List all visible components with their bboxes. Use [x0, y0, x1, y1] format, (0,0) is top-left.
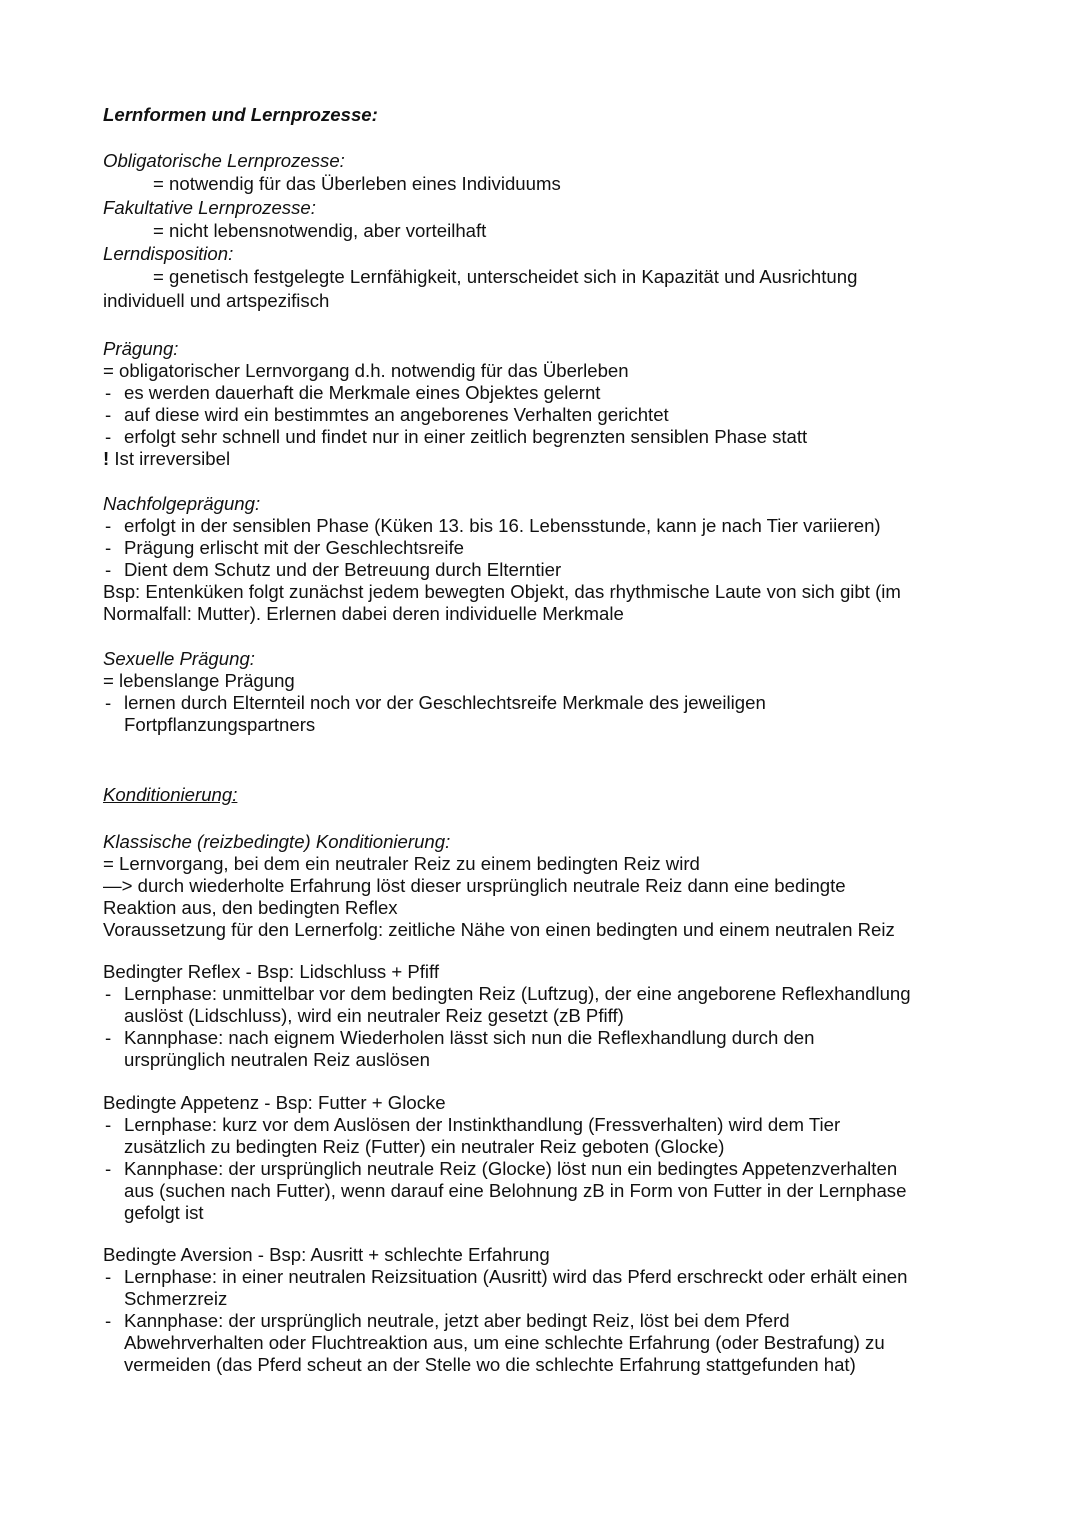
heading-obligatory: Obligatorische Lernprozesse: [103, 150, 345, 171]
note-line [103, 448, 983, 470]
text-line: Voraussetzung für den Lernerfolg: zeitliche Nähe von einen bedingten und einem neutralen Reiz [103, 919, 895, 940]
list-item: - Kannphase: der ursprünglich neutrale Reiz (Glocke) löst nun ein bedingtes Appetenzverhalten [103, 1158, 983, 1180]
text-line: vermeiden (das Pferd scheut an der Stelle wo die schlechte Erfahrung stattgefunden hat) [124, 1354, 856, 1375]
text-line: individuell und artspezifisch [103, 289, 330, 311]
list-item: - Prägung erlischt mit der Geschlechtsreife [103, 537, 983, 559]
text-line: —> durch wiederholte Erfahrung löst dieser ursprünglich neutrale Reiz dann eine bedingte [103, 875, 846, 896]
list-item: - erfolgt sehr schnell und findet nur in einer zeitlich begrenzten sensiblen Phase statt [103, 426, 983, 448]
list-item: - es werden dauerhaft die Merkmale eines Objektes gelernt [103, 382, 983, 404]
note-text: Ist irreversibel [109, 448, 231, 469]
text-line: ursprünglich neutralen Reiz auslösen [124, 1049, 430, 1070]
text-line: Fortpflanzungspartners [124, 714, 316, 735]
list-item: - Kannphase: der ursprünglich neutrale, jetzt aber bedingt Reiz, löst bei dem Pferd [103, 1310, 983, 1332]
heading-praegung: Prägung: [103, 338, 179, 359]
list-item: - Lernphase: unmittelbar vor dem bedingten Reiz (Luftzug), der eine angeborene Reflexhandlung [103, 983, 983, 1005]
nachfolge-section [103, 493, 983, 625]
list-item: - Lernphase: in einer neutralen Reizsituation (Ausritt) wird das Pferd erschreckt oder erhält einen [103, 1266, 983, 1288]
text-line: = Lernvorgang, bei dem ein neutraler Reiz zu einem bedingten Reiz wird [103, 853, 700, 874]
sexuell-section [103, 648, 983, 736]
heading-aversion: Bedingte Aversion - Bsp: Ausritt + schlechte Erfahrung [103, 1244, 550, 1265]
text-line: Bsp: Entenküken folgt zunächst jedem bewegten Objekt, das rhythmische Laute von sich gibt (im [103, 581, 901, 602]
appetenz-section [103, 1092, 983, 1224]
document-title: Lernformen und Lernprozesse: [103, 104, 378, 125]
list-item: - lernen durch Elternteil noch vor der Geschlechtsreife Merkmale des jeweiligen [103, 692, 983, 714]
list-item: - Kannphase: nach eignem Wiederholen lässt sich nun die Reflexhandlung durch den [103, 1027, 983, 1049]
text-line: = obligatorischer Lernvorgang d.h. notwendig für das Überleben [103, 360, 629, 381]
text-line: = genetisch festgelegte Lernfähigkeit, unterscheidet sich in Kapazität und Ausrichtung [153, 266, 858, 288]
heading-nachfolge: Nachfolgeprägung: [103, 493, 261, 514]
text-line: Normalfall: Mutter). Erlernen dabei deren individuelle Merkmale [103, 603, 624, 624]
konditionierung-title-block [103, 784, 983, 806]
text-line: = lebenslange Prägung [103, 670, 295, 691]
text-line: = nicht lebensnotwendig, aber vorteilhaft [153, 219, 487, 241]
text-line: auslöst (Lidschluss), wird ein neutraler Reiz gesetzt (zB Pfiff) [124, 1005, 624, 1026]
aversion-section [103, 1244, 983, 1376]
klassisch-section [103, 831, 983, 941]
heading-konditionierung: Konditionierung: [103, 784, 238, 805]
heading-disposition: Lerndisposition: [103, 243, 234, 265]
praegung-section [103, 338, 983, 470]
reflex-section [103, 961, 983, 1071]
heading-klassisch: Klassische (reizbedingte) Konditionierung: [103, 831, 451, 852]
text-line: = notwendig für das Überleben eines Individuums [153, 173, 561, 195]
document-title-block [103, 104, 983, 126]
text-line: aus (suchen nach Futter), wenn darauf eine Belohnung zB in Form von Futter in der Lernphase [124, 1180, 907, 1201]
list-item: - auf diese wird ein bestimmtes an angeborenes Verhalten gerichtet [103, 404, 983, 426]
heading-facultative: Fakultative Lernprozesse: [103, 196, 316, 218]
text-line: Abwehrverhalten oder Fluchtreaktion aus, um eine schlechte Erfahrung (oder Bestrafung) zu [124, 1332, 885, 1353]
list-item: - Lernphase: kurz vor dem Auslösen der Instinkthandlung (Fressverhalten) wird dem Tier [103, 1114, 983, 1136]
text-line: Schmerzreiz [124, 1288, 228, 1309]
exclamation-mark: ! [103, 448, 110, 469]
heading-appetenz: Bedingte Appetenz - Bsp: Futter + Glocke [103, 1092, 446, 1113]
list-item: - erfolgt in der sensiblen Phase (Küken 13. bis 16. Lebensstunde, kann je nach Tier variieren) [103, 515, 983, 537]
heading-reflex: Bedingter Reflex - Bsp: Lidschluss + Pfiff [103, 961, 440, 982]
text-line: zusätzlich zu bedingten Reiz (Futter) ein neutraler Reiz geboten (Glocke) [124, 1136, 725, 1157]
list-item: - Dient dem Schutz und der Betreuung durch Elterntier [103, 559, 983, 581]
definitions-section [103, 149, 983, 312]
heading-sexuell: Sexuelle Prägung: [103, 648, 255, 669]
text-line: gefolgt ist [124, 1202, 204, 1223]
text-line: Reaktion aus, den bedingten Reflex [103, 897, 398, 918]
